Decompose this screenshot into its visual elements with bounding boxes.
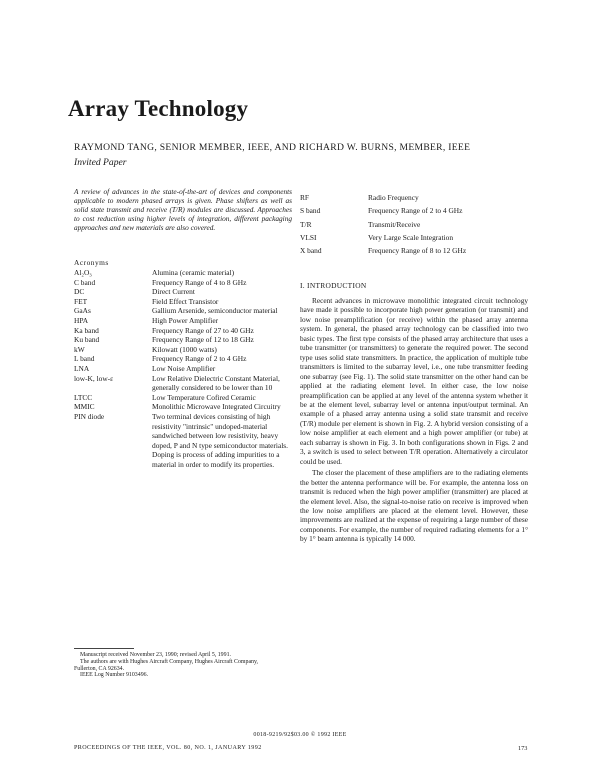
author-line: RAYMOND TANG, SENIOR MEMBER, IEEE, AND RICHARD W. BURNS, MEMBER, IEEE xyxy=(74,142,471,153)
acronym-definition: Alumina (ceramic material) xyxy=(152,268,235,277)
acronym-row xyxy=(74,268,298,278)
acronyms-list-left xyxy=(74,258,298,469)
acronym-row xyxy=(74,402,298,412)
document-id xyxy=(0,732,600,738)
acronym-term: HPA xyxy=(74,315,89,325)
acronym-definition: Monolithic Microwave Integrated Circuitry xyxy=(152,402,281,412)
page-number: 173 xyxy=(518,745,528,752)
acronym-term: Ku band xyxy=(74,335,100,345)
acronym-row xyxy=(74,393,298,403)
footnote-divider xyxy=(74,648,134,649)
acronym-row xyxy=(74,306,298,316)
acronym-definition: Frequency Range of 2 to 4 GHz xyxy=(368,206,463,216)
section-heading: I. INTRODUCTION xyxy=(300,281,367,290)
acronym-term: Al₂O₃ xyxy=(74,268,92,277)
acronym-term: S band xyxy=(300,206,321,216)
document-id-text: 0018-9219/92$03.00 © 1992 IEEE xyxy=(253,732,347,738)
acronym-row xyxy=(74,278,298,288)
acronym-row xyxy=(74,374,298,393)
body-text xyxy=(300,296,528,546)
acronym-definition: Frequency Range of 12 to 18 GHz xyxy=(152,335,254,345)
acronym-term: FET xyxy=(74,296,88,306)
acronym-definition: Very Large Scale Integration xyxy=(368,232,454,242)
acronym-row xyxy=(74,335,298,345)
acronym-row xyxy=(300,231,530,244)
footnote-line: Manuscript received November 23, 1990; revised April 5, 1991. xyxy=(80,652,231,658)
acronym-definition: Low Noise Amplifier xyxy=(152,363,216,373)
acronym-row xyxy=(74,345,298,355)
acronym-term: X band xyxy=(300,246,322,256)
acronym-row xyxy=(74,287,298,297)
acronym-term: GaAs xyxy=(74,306,91,316)
acronym-definition: Radio Frequency xyxy=(368,193,419,202)
acronym-row xyxy=(300,204,530,217)
invited-paper-label: Invited Paper xyxy=(74,157,127,168)
acronym-term: RF xyxy=(300,193,310,202)
acronym-definition: Frequency Range of 4 to 8 GHz xyxy=(152,277,247,287)
acronym-term: C band xyxy=(74,277,96,287)
acronym-term: Ka band xyxy=(74,325,99,335)
body-paragraph: The closer the placement of these amplifiers are to the radiating elements the better the antenna performance will be. For example, the antenna loss on transmit is reduced when the high power amplifier (transmitter) are placed at the element level. Also, the signal-to-noise ratio on receive is improved when the low noise amplifiers are placed at the element level. However, these improvements are realized at the expense of requiring a large number of these components. For example, the number of required radiating elements for a 1° by 1° beam antenna is typically 14 000. xyxy=(300,468,528,544)
acronym-row xyxy=(74,326,298,336)
journal-footer: PROCEEDINGS OF THE IEEE, VOL. 80, NO. 1, JANUARY 1992 xyxy=(74,745,262,751)
abstract: A review of advances in the state-of-the-art of devices and components applicable to modern phased arrays is given. Phase shifters as well as solid state transmit and receive (T/R) modules are discussed. Approaches to cost reduction using higher levels of integration, different packaging approaches and new materials are also covered. xyxy=(74,187,292,233)
acronym-row xyxy=(74,364,298,374)
acronym-row xyxy=(300,218,530,231)
acronyms-list-right xyxy=(300,191,530,257)
footnote-line: IEEE Log Number 9103496. xyxy=(80,672,149,679)
acronym-term: low-K, low-ε xyxy=(74,373,114,383)
acronym-definition: High Power Amplifier xyxy=(152,315,219,325)
acronym-definition: Frequency Range of 8 to 12 GHz xyxy=(368,246,467,256)
acronym-definition: Low Relative Dielectric Constant Material, generally considered to be lower than 10 xyxy=(152,373,280,393)
acronym-row xyxy=(74,297,298,307)
footnote-line: The authors are with Hughes Aircraft Company, Hughes Aircraft Company, Fullerton, CA 92634. xyxy=(74,658,259,672)
acronym-term: LTCC xyxy=(74,392,93,402)
footnote xyxy=(74,652,274,679)
acronym-definition: Kilowatt (1000 watts) xyxy=(152,344,217,354)
acronym-term: MMIC xyxy=(74,402,95,412)
acronym-row xyxy=(74,316,298,326)
acronym-term: PIN diode xyxy=(74,411,105,421)
acronym-term: VLSI xyxy=(300,232,317,242)
acronym-definition: Gallium Arsenide, semiconductor material xyxy=(152,306,278,316)
acronym-term: T/R xyxy=(300,219,312,229)
acronym-row xyxy=(74,354,298,364)
acronym-definition: Two terminal devices consisting of high resistivity "intrinsic" undoped-material sandwiched between low resistivity, heavy doped, P and N type semiconductor materials. Doping is process of adding impurities to a material in order to modify its properties. xyxy=(152,411,289,469)
acronym-row xyxy=(74,412,298,470)
acronym-definition: Direct Current xyxy=(152,287,195,297)
acronym-term: L band xyxy=(74,354,95,364)
body-paragraph: Recent advances in microwave monolithic integrated circuit technology have made it possible to incorporate high power generation (or transmit) and low noise preamplification (or receive) within the phased array antenna system. In general, the phased array technology can be classified into two basic types. The first type consists of the phased array architecture that uses a tube transmitter (or transmitters) to generate the required power. The second type uses solid state transmitters. In practice, the application of multiple tube transmitters is limited to the subarray level, i.e., one tube transmitter feeding one subarray (see Fig. 1). The solid state transmitter on the other hand can be applied at the radiating element level. In either case, the low noise preamplification can be applied at any level of the antenna system whether it be at the element level, subarray level or antenna input/output terminal. An example of a phased array antenna using a solid state transmit and receive (T/R) module per element is shown in Fig. 2. A hybrid version consisting of a low noise amplifier at each element and a high power amplifier (or tube) at each subarray is shown in Fig. 3. In both configurations shown in Figs. 2 and 3, a switch is used to select between T/R operation. Alternatively a circulator could be used. xyxy=(300,296,528,466)
acronym-definition: Field Effect Transistor xyxy=(152,296,219,306)
paper-title: Array Technology xyxy=(68,96,249,121)
acronym-definition: Frequency Range of 27 to 40 GHz xyxy=(152,325,254,335)
acronym-row xyxy=(300,244,530,257)
acronym-term: LNA xyxy=(74,363,90,373)
acronym-term: kW xyxy=(74,344,85,354)
acronym-term: DC xyxy=(74,287,85,297)
acronym-definition: Transmit/Receive xyxy=(368,219,421,229)
acronym-definition: Frequency Range of 2 to 4 GHz xyxy=(152,354,247,364)
acronym-row xyxy=(300,191,530,204)
acronyms-heading: Acronyms xyxy=(74,258,109,267)
acronym-definition: Low Temperature Cofired Ceramic xyxy=(152,392,256,402)
